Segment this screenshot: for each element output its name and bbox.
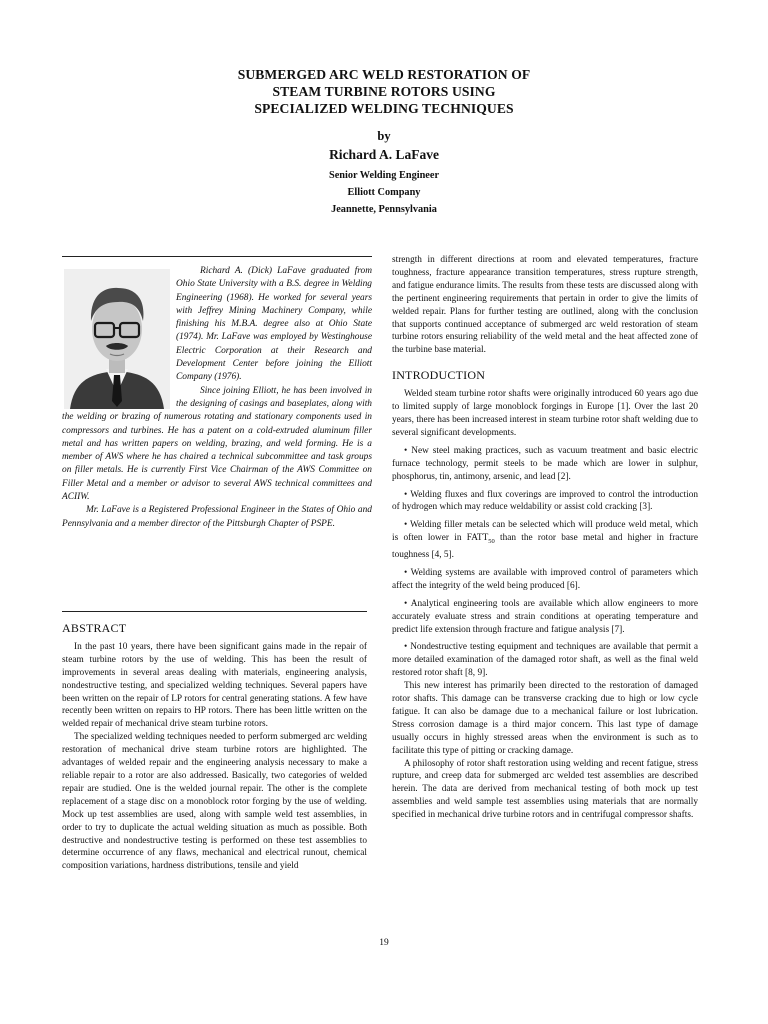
author-portrait-photo [64,269,170,409]
abstract-paragraph: In the past 10 years, there have been significant gains made in the repair of steam turbine rotors by the use of welding. This has been the result of improvements in several areas dealing with materials, engineering analysis, nondestructive testing, and specialized welding techniques. Several papers have been written on the repair of LP rotors for central generating stations. A few have recently been written on repairs to HP rotors. There has been little written on the welded repair of mechanical drive steam turbine rotors. [62,641,367,730]
intro-bullet: • Welding systems are available with improved control of parameters which affect the integrity of the weld being produced [6]. [392,567,698,591]
paper-header [0,66,768,218]
author-location: Jeannette, Pennsylvania [331,204,437,215]
introduction-heading: INTRODUCTION [392,368,486,383]
bio-paragraph: Since joining Elliott, he has been involved in the designing of casings and baseplates, along with the welding or brazing of numerous rotating and stationary components used in compressors and turbines. He has a patent on a cold-extruded aluminum filler metal and has written papers on welding, brazing, and weld forming. He is a member of AWS where he has chaired a technical subcommittee and task groups on filler metals. He is currently First Vice Chairman of the AWS Committee on Filler Metal and a member or advisor to several AWS technical committees and ACIIW. [62,385,372,503]
subscript: 50 [488,538,495,546]
right-column [392,254,698,822]
paper-title [0,66,768,117]
bullet-text: • Welding filler metals can be selected which will produce weld metal, which is often lower in FATT [392,520,698,544]
intro-bullet: • Nondestructive testing equipment and techniques are available that permit a more detailed examination of the damaged rotor shaft, as well as the final weld restored rotor shaft [8, 9]. [392,642,698,679]
author-position: Senior Welding Engineer [328,170,440,181]
abstract-paragraph: The specialized welding techniques needed to perform submerged arc welding restoration of mechanical drive steam turbine rotors are highlighted. The advantages of welded repair and the engineering analysis necessary to make a reliable repair to a rotor are also addressed. Basically, two categories of welded repair are studied. One is the welded journal repair. The other is the complete replacement of a stage disc on a monoblock rotor forging by the use of welding. Mock up test assemblies are used, along with sample weld test assemblies, in order to try to duplicate the actual welding situation as much as possible. Both destructive and nondestructive testing is performed on these test assemblies to determine occurrence of any flaws, mechanical and electrical runout, chemical composition variations, hardness distributions, tensile and yield [62,732,367,872]
title-line: SPECIALIZED WELDING TECHNIQUES [254,101,514,116]
bullet-text: than the rotor base metal and higher in fracture toughness [4, 5]. [392,533,698,560]
author-bio [62,256,372,531]
author-company: Elliott Company [347,187,421,198]
page-number: 19 [379,938,389,948]
title-line: SUBMERGED ARC WELD RESTORATION OF [237,67,531,82]
abstract-column [62,620,367,873]
intro-paragraph: A philosophy of rotor shaft restoration using welding and recent fatigue, stress rupture, and creep data for submerged arc welded test assemblies are described herein. The data are derived from mechanical testing of both mock up test assemblies and weld sample test assemblies using materials that are normally specified in mechanical drive turbine rotors and in centrifugal compressor shafts. [392,758,698,821]
by-line: by [377,129,391,143]
intro-paragraph: This new interest has primarily been directed to the restoration of damaged rotor shafts. This damage can be transverse cracking due to high or low cycle fatigue. It can also be damage due to a mechanical failure or lost lubrication. Stress corrosion damage is a third major concern. This last type of damage usually occurs in highly stressed areas when the environment is such as to facilitate this type of pitting or cracking damage. [392,681,698,756]
abstract-heading: ABSTRACT [62,621,127,635]
intro-bullet [392,519,698,562]
author-affiliation [0,167,768,218]
abstract-divider [62,611,367,612]
intro-paragraph: Welded steam turbine rotor shafts were originally introduced 60 years ago due to limited supply of large monoblock forgings in Europe [1]. Over the last 20 years, there has been increased interest in steam turbine rotor shaft welding due to several significant developments. [392,389,698,438]
abstract-continuation: strength in different directions at room and elevated temperatures, fracture toughness, fracture appearance transition temperatures, stress rupture strength, and fatigue endurance limits. The results from these tests are discussed along with the pertinent engineering requirements that pertain in order to give the limits of welded repair. Plans for further testing are outlined, along with the conclusion that supports continued acceptance of submerged arc weld restoration of steam turbine rotors ensuring reliability of the weld metal and the heat affected zone of the turbine base material. [392,255,698,356]
intro-bullet: • Welding fluxes and flux coverings are improved to control the introduction of hydrogen which may reduce weldability or assist cold cracking [3]. [392,489,698,513]
author-name: Richard A. LaFave [329,147,439,162]
intro-bullet: • Analytical engineering tools are available which allow engineers to more accurately evaluate stress and strain conditions at operating temperature and predict life extension through fracture and fatigue analysis [7]. [392,598,698,635]
bio-paragraph: Richard A. (Dick) LaFave graduated from Ohio State University with a B.S. degree in Welding Engineering (1968). He worked for several years with Jeffrey Mining Machinery Company, while finishing his M.B.A. degree also at Ohio State (1974). Mr. LaFave was employed by Westinghouse Electric Corporation at their Research and Development Center before joining the Elliott Company (1976). [176,266,372,383]
intro-bullet: • New steel making practices, such as vacuum treatment and basic electric furnace technology, permit steels to be made which are lower in sulphur, phosphorus, tin, antimony, arsenic, and lead [2]. [392,445,698,482]
title-line: STEAM TURBINE ROTORS USING [272,84,496,99]
bio-paragraph: Mr. LaFave is a Registered Professional Engineer in the States of Ohio and Pennsylvania and a member director of the Pittsburgh Chapter of PSPE. [62,505,372,529]
